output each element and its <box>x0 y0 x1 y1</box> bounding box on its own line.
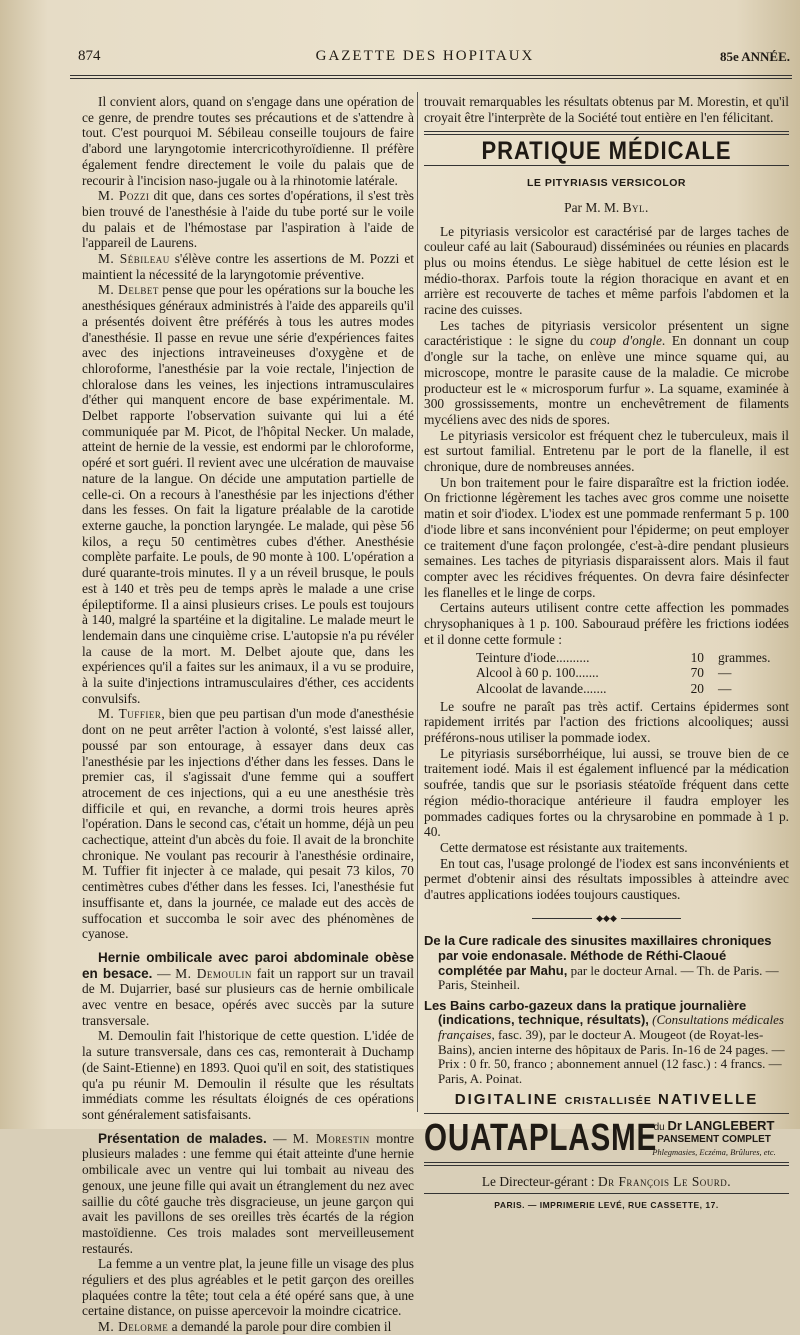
paragraph: Le pityriasis versicolor est caractérisé par de larges taches de couleur café au lait (Sabouraud) disséminées ou réunies en placards plus ou moins étendus. Le siège habituel de cette lésion est le médio-thorax. Parfois toute la région thoracique en avant et en arrière est recouverte de taches et même parfois l'abdomen et la racine des cuisses. <box>424 223 789 318</box>
paragraph: Un bon traitement pour le faire disparaître est la friction iodée. On frictionne légèrement les taches avec gros comme une noisette matin et soir d'iodex. L'iodex est une pommade renfermant 5 p. 100 d'iode libre et sans inconvénient pour l'épiderme; on peut employer ce traitement d'une façon prolongée, c'est-à-dire pendant plusieurs semaines. Les taches de pityriasis disparaissent alors. Mais il faut compter avec les récidives fréquentes. On devra faire désinfecter les flanelles et le linge de corps. <box>424 474 789 600</box>
formula-unit: — <box>718 680 732 696</box>
speaker-name: M. Delorme <box>98 1319 169 1335</box>
journal-year: 85e ANNÉE. <box>719 49 790 64</box>
header-rule-2 <box>70 78 792 79</box>
formula-ingredient <box>424 681 624 697</box>
right-column <box>424 94 789 1214</box>
section-title: PRATIQUE MÉDICALE <box>481 136 732 166</box>
paragraph: Cette dermatose est résistante aux traitements. <box>440 839 688 855</box>
paragraph-text: pense que pour les opérations sur la bouche les anesthésiques généraux administrés à l'aide des appareils qu'il a présentés doivent être préférés à tous les autres modes d'anesthésie. Il passe en revue une série d'expériences faites avec des injections intraveineuses d'oxygène et de chloroforme, l'anesthésie par la voie rectale, l'injection de chloralose dans les veines, les injections intramusculaires d'éther qui manquent encore de base expérimentale. M. Delbet rapporte l'observation suivante qui lui a été communiquée par M. Picot, de l'hôpital Necker. Un malade, atteint de hernie de la vessie, est endormi par le chloroforme, opéré et sort guéri. Il revient avec une ulcération de mauvaise nature de la langue. On décide une amputation partielle de celle-ci. On a recours à l'anesthésie par les injections d'éther dans les fesses. On fait la ligature préalable de la carotide externe gauche, la ponction laryngée. Le malade, qui pèse 56 kilos, a reçu 50 centimètres cubes d'éther. Anesthésie complète parfaite. Le pouls, de 90 monte à 100. L'opération a duré quarante-trois minutes. Il y a un réveil brusque, le pouls est à 140 et très peu de temps après le malade a une crise épileptiforme. Il a ainsi plusieurs crises. Le pouls est toujours à 140, malgré la spartéine et la digitaline. Le malade meurt le lendemain dans une cinquième crise. L'autopsie n'a pu révéler la cause de la mort. M. Delbet ajoute que, dans les expériences qu'il a faites sur les animaux, il a vu se produire, à la suite d'injections intramusculaires d'éther, ces accidents convulsifs. <box>82 282 415 706</box>
leader-dots: ....... <box>575 665 599 681</box>
paragraph-text: , bien que peu partisan d'un mode d'anesthésie dont on ne peut arrêter l'action à volonté, s'est laissé aller, poussé par son entourage, à essayer dans deux cas l'anesthésie par les injections d'éther dans les fesses. Dans le premier cas, il s'agissait d'une femme qui a souffert atrocement de ces injections, qui a eu une anesthésie très difficile et qui, en revanche, a dormi trois heures après l'opération. Dans le second cas, c'était un homme, déjà un peu cachectique, atteint d'un abcès du foie. Il avait de la bronchite chronique. Ne voulant pas recourir à l'anesthésie ordinaire, M. Tuffier fit injecter à ce malade, qui pesait 73 kilos, 70 centimètres cubes d'éther dans les fesses. Ici, l'anesthésie fut insuffisante et, dans la journée, ce malade eut des accès de suffocation et succomba le soir avec des phénomènes de cyanose. <box>82 706 414 942</box>
formula-quantity: 70 <box>690 665 704 681</box>
gerant-label: Le Directeur-gérant : <box>481 1174 598 1190</box>
dash: — <box>266 1130 293 1146</box>
paragraph <box>82 1131 414 1257</box>
speaker-name: M. Delbet <box>98 282 159 298</box>
bibliography <box>424 934 789 1086</box>
formula-row <box>424 665 789 681</box>
paragraph <box>82 188 414 251</box>
footer-rule <box>424 1193 789 1194</box>
speaker-name: M. Demoulin <box>175 965 252 981</box>
advertisement-digitaline <box>424 1092 789 1110</box>
formula-quantity: 20 <box>690 680 704 696</box>
formula-unit: — <box>718 665 732 681</box>
ad-text: NATIVELLE <box>651 1091 759 1109</box>
ad-text: du <box>653 1122 668 1134</box>
paragraph-text: . En donnant un coup d'ongle sur la tache, on enlève une mince squame qui, au microscope, montre le parasite cause de la maladie. Ce microbe producteur est le « microsporum furfur ». La squame, examinée à 300 grossissements, montre un enchevêtrement de filaments mycéliens avec des nids de spores. <box>424 333 789 427</box>
formula-ingredient <box>424 665 624 681</box>
advertisement-ouataplasme <box>424 1117 789 1160</box>
bib-details: par le docteur Arnal. — Th. de Paris. — Paris, Steinheil. <box>438 962 779 993</box>
bibliography-entry <box>424 934 789 992</box>
leader-dots: .......... <box>555 649 590 665</box>
paragraph: En tout cas, l'usage prolongé de l'iodex est sans inconvénients et permet d'obtenir ainsi des résultats impossibles à atteindre avec d'autres applications iodées toujours caustiques. <box>424 855 789 903</box>
publisher-line <box>424 1174 789 1190</box>
paragraph <box>424 318 789 428</box>
formula-ingredient <box>424 650 624 666</box>
emphasis: coup d'ongle <box>589 333 662 349</box>
ad-text: CRISTALLISÉE <box>564 1095 652 1108</box>
byline <box>424 200 789 216</box>
column-divider <box>417 92 418 1112</box>
page-header <box>60 46 790 68</box>
diamond-ornament-icon: ◆◆◆ <box>596 912 617 923</box>
left-column <box>82 94 414 1335</box>
section-rule <box>424 165 789 166</box>
paragraph-text: a demandé la parole pour dire combien il <box>168 1319 392 1335</box>
ad-text: Dr LANGLEBERT <box>667 1118 775 1134</box>
subheading: Présentation de malades. <box>98 1130 267 1146</box>
byline-text: Par M. M. <box>564 199 623 215</box>
paragraph: Certains auteurs utilisent contre cette affection les pommades chrysophaniques à 1 p. 100. Sabouraud préfère les frictions iodées et il donne cette formule : <box>424 600 789 647</box>
subheading: Hernie ombilicale avec paroi abdominale obèse en besace. <box>82 949 414 981</box>
formula-unit: grammes. <box>718 649 771 665</box>
formula-row <box>424 681 789 697</box>
paragraph: Il convient alors, quand on s'engage dans une opération de ce genre, de prendre toutes ses précautions et de s'attendre à tout. C'est pourquoi M. Sébileau conseille toujours de faire d'abord une laryngotomie intercricothyroïdienne. Il préfère également fendre directement le voile du palais que de recourir à l'incision naso-jugale ou à la rhinotomie latérale. <box>82 94 414 188</box>
paragraph <box>82 950 414 1029</box>
divider-line <box>532 918 592 919</box>
paragraph: La femme a un ventre plat, la jeune fille un visage des plus réguliers et des plus agréables et le petit garçon des oreilles plaquées contre la tête; tout cela a été opéré sans que, à une certaine distance, on puisse apercevoir la moindre cicatrice. <box>82 1256 414 1319</box>
section-rule <box>424 131 789 135</box>
ad-text: DIGITALINE <box>454 1091 565 1109</box>
bib-title: Les Bains carbo-gazeux dans la pratique journalière (indications, technique, résultats), <box>424 997 747 1028</box>
printer-imprint: PARIS. — IMPRIMERIE LEVÉ, RUE CASSETTE, 17. <box>494 1199 719 1210</box>
formula-quantity: 10 <box>690 649 704 665</box>
divider-line <box>621 918 681 919</box>
ingredient-label: Alcoolat de lavande <box>476 680 584 696</box>
paragraph-text: dit que, dans ces sortes d'opérations, il s'est très bien trouvé de l'anesthésie à l'aide du tube porté sur le voile du palais et de l'hémostase par l'aspiration à l'aide de l'appareil de Laurens. <box>82 188 414 251</box>
bib-series: (Consultations médicales françaises, <box>438 1012 784 1043</box>
paragraph <box>82 706 414 942</box>
author-name: Byl. <box>622 199 649 215</box>
paragraph-text: montre plusieurs malades : une femme qui était atteinte d'une hernie ombilicale avec un ventre qui lui tombait au niveau des genoux, une jeune fille qui avait un étranglement du nez avec saillie du côté gauche très disgracieuse, un jeune garçon qui avait les pavillons de ses oreilles très écartés de la région mastoïdienne. Ces trois malades sont merveilleusement restaurés. <box>82 1130 415 1256</box>
article-title: LE PITYRIASIS VERSICOLOR <box>526 177 687 190</box>
page-number: 874 <box>78 48 101 64</box>
dash: — <box>152 965 176 981</box>
paragraph-text: Les taches de pityriasis versicolor présentent un signe caractéristique : le signe du <box>424 317 789 349</box>
ad-rule <box>424 1113 789 1114</box>
speaker-name: M. Sébileau <box>98 251 170 267</box>
paragraph <box>82 251 414 282</box>
bibliography-entry <box>424 999 789 1087</box>
leader-dots: ....... <box>583 680 607 696</box>
paragraph-text: s'élève contre les assertions de M. Pozzi et maintient la nécessité de la laryngotomie préventive. <box>82 251 414 282</box>
formula <box>424 650 789 697</box>
journal-title: GAZETTE DES HOPITAUX <box>315 48 535 64</box>
paragraph: Le pityriasis surséborrhéique, lui aussi, se trouve bien de ce traitement iodé. Mais il est également influencé par la médication soufrée, tandis que sur le psoriasis stéatoïde fréquent dans cette région médio-thoracique antérieure il faudra employer les pommades cadiques fortes ou la chrysarobine en pommade à 1 p. 40. <box>424 745 789 840</box>
paragraph: Le soufre ne paraît pas très actif. Certains épidermes sont rapidement irrités par l'action des frictions alcooliques; aussi préférons-nous utiliser la pommade iodex. <box>424 698 789 746</box>
bib-details: fasc. 39), par le docteur A. Mougeot (de Royat-les-Bains), ancien interne des hôpitaux de Paris. In-16 de 24 pages. — Prix : 0 fr. 50, franco ; abonnement annuel (12 fasc.) : 4 francs. — Paris, A. Poinat. <box>438 1027 785 1086</box>
paragraph-text: fait un rapport sur un travail de M. Dujarrier, basé sur plusieurs cas de hernie ombilicale avec ventre en besace, opérés avec succès par la suture transversale. <box>82 965 415 1028</box>
header-rule <box>70 75 792 76</box>
paragraph: M. Demoulin fait l'historique de cette question. L'idée de la suture transversale, dans ces cas, remonterait à Duchamp (de Saint-Etienne) en 1893. Quoi qu'il en soit, des statistiques qu'a pu réunir M. Demoulin il résulte que les résultats immédiats comme les résultats éloignés de ces opérations sont généralement satisfaisants. <box>82 1028 414 1122</box>
ad-subtitle: PANSEMENT COMPLET <box>657 1134 771 1146</box>
paragraph: Le pityriasis versicolor est fréquent chez le tuberculeux, mais il est surtout familial. Entretenu par le port de la flanelle, il est chronique, dure de nombreuses années. <box>424 427 789 475</box>
paragraph <box>82 282 414 706</box>
bib-title: De la Cure radicale des sinusites maxillaires chroniques par voie endonasale. Méthode de Réthi-Claoué complétée par Mahu, <box>424 933 772 978</box>
footer-rule <box>424 1162 789 1166</box>
ingredient-label: Alcool à 60 p. 100 <box>476 665 576 681</box>
ad-details <box>639 1120 789 1158</box>
speaker-name: M. Tuffier <box>98 706 162 722</box>
ingredient-label: Teinture d'iode <box>476 649 556 665</box>
formula-row <box>424 650 789 666</box>
ad-maker <box>639 1120 789 1134</box>
speaker-name: M. Pozzi <box>98 188 150 204</box>
paragraph: trouvait remarquables les résultats obtenus par M. Morestin, et qu'il croyait être l'interprète de la Société tout entière en l'en félicitant. <box>424 94 789 125</box>
speaker-name: M. Morestin <box>292 1130 370 1146</box>
ad-brand: OUATAPLASME <box>424 1117 658 1160</box>
ad-indications: Phlegmasies, Eczéma, Brûlures, etc. <box>652 1147 776 1158</box>
paragraph <box>82 1319 414 1335</box>
gerant-name: Dr François Le Sourd. <box>597 1174 732 1190</box>
ornament-divider <box>424 911 789 927</box>
